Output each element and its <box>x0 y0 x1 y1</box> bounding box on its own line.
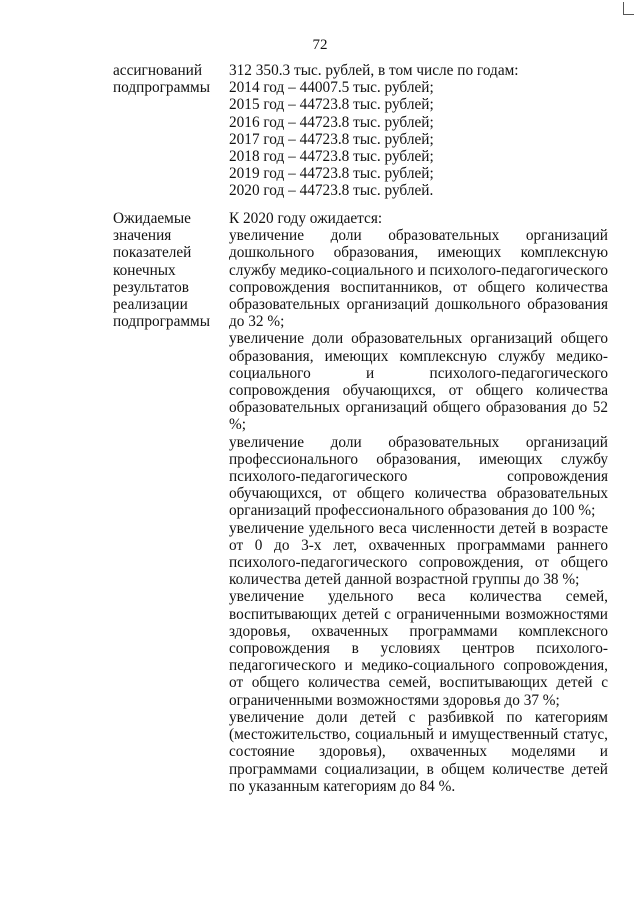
label-line: подпрограммы <box>113 79 211 97</box>
expected-results-content <box>229 210 608 795</box>
label-line: ассигнований <box>113 62 203 79</box>
funding-year-2016: 2016 год – 44723.8 тыс. рублей; <box>229 113 434 131</box>
funding-year-2019: 2019 год – 44723.8 тыс. рублей; <box>229 165 434 183</box>
funding-label <box>113 62 223 96</box>
expected-item: увеличение доли образовательных организаций дошкольного образования, имеющих комплексную службу медико-социального и психолого-педагогического сопровождения воспитанников, от общего количества образовательных организаций дошкольного образования до 32 %; <box>229 227 608 331</box>
funding-year-2014: 2014 год – 44007.5 тыс. рублей; <box>229 79 434 97</box>
expected-item: увеличение удельного веса количества семей, воспитывающих детей с ограниченными возможностями здоровья, охваченных программами комплексного сопровождения в условиях центров психолого-педагогического и медико-социального сопровождения, от общего количества семей, воспитывающих детей с ограниченными возможностями здоровья до 37 %; <box>229 588 608 709</box>
label-line: Ожидаемые <box>113 210 191 227</box>
label-line: значения <box>113 227 172 245</box>
funding-total: 312 350.3 тыс. рублей, в том числе по годам: <box>229 62 519 79</box>
funding-year-2018: 2018 год – 44723.8 тыс. рублей; <box>229 148 434 166</box>
funding-values <box>229 62 608 200</box>
label-line: показателей <box>113 244 192 262</box>
expected-results-label <box>113 210 223 330</box>
corner-mark <box>623 2 634 15</box>
expected-intro: К 2020 году ожидается: <box>229 210 383 227</box>
page-number: 72 <box>312 37 328 53</box>
funding-year-2020: 2020 год – 44723.8 тыс. рублей. <box>229 182 434 200</box>
label-line: конечных <box>113 261 176 279</box>
funding-year-2017: 2017 год – 44723.8 тыс. рублей; <box>229 130 434 148</box>
label-line: результатов <box>113 278 189 296</box>
expected-item: увеличение доли образовательных организаций профессионального образования, имеющих службу психолого-педагогического сопровождения обучающихся, от общего количества образовательных организаций профессионального образования до 100 %; <box>229 433 608 520</box>
expected-item: увеличение доли детей с разбивкой по категориям (местожительство, социальный и имущественный статус, состояние здоровья), охваченных моделями и программами социализации, в общем количестве детей по указанным категориям до 84 %. <box>229 708 608 795</box>
label-line: реализации <box>113 296 188 314</box>
funding-year-2015: 2015 год – 44723.8 тыс. рублей; <box>229 96 434 114</box>
label-line: подпрограммы <box>113 313 211 331</box>
expected-item: увеличение удельного веса численности детей в возрасте от 0 до 3-х лет, охваченных программами раннего психолого-педагогического сопровождения, от общего количества детей данной возрастной группы до 38 %; <box>229 519 608 589</box>
expected-item: увеличение доли образовательных организаций общего образования, имеющих комплексную службу медико-социального и психолого-педагогического сопровождения обучающихся, от общего количества образовательных организаций общего образования до 52 %; <box>229 330 608 434</box>
